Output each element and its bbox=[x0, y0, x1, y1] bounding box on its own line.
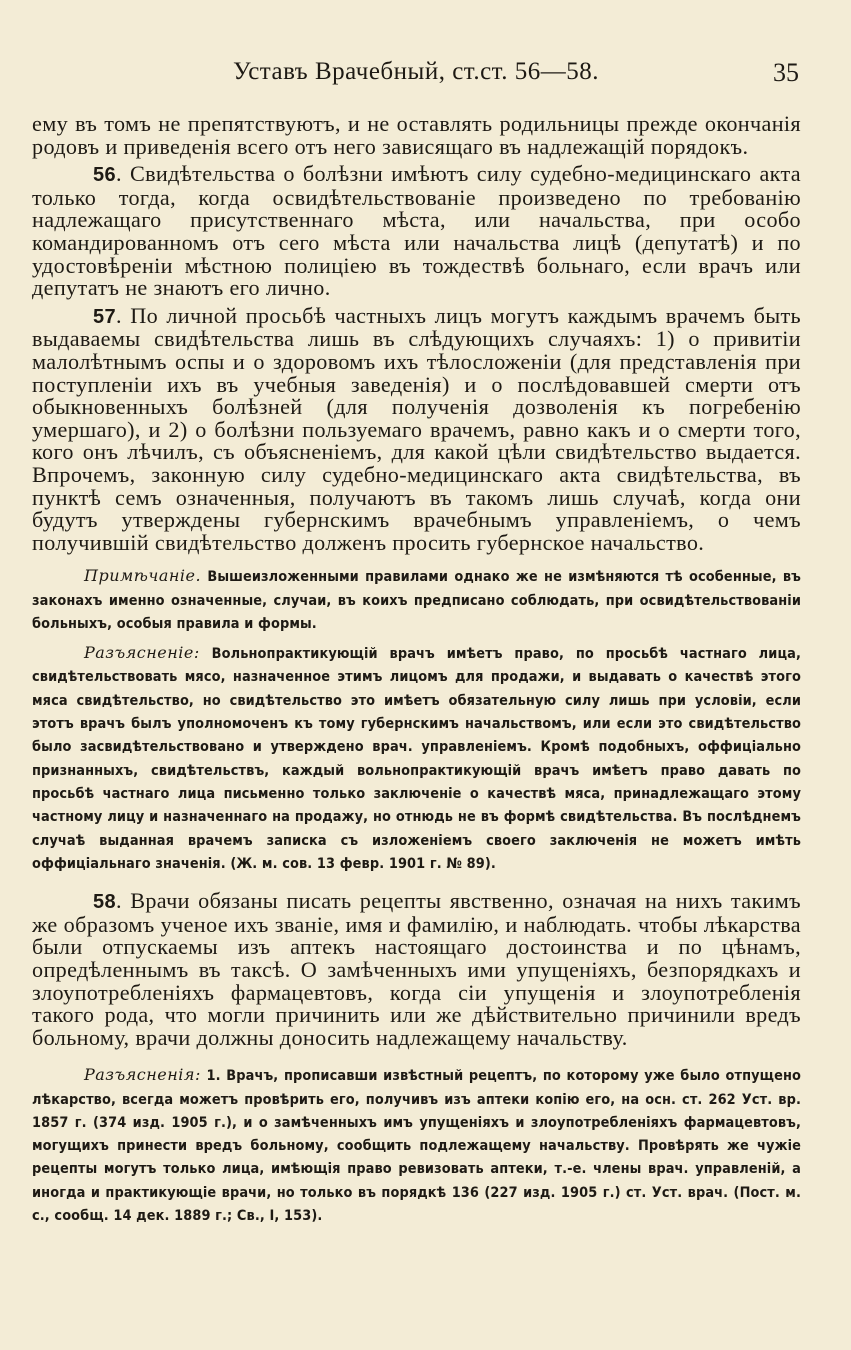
note-text: Вышеизложенными правилами однако же не измѣняются тѣ особенные, въ законахъ именно означенные, случаи, въ коихъ предписано соблюдать, при освидѣтельствованіи больныхъ, особыя правила и формы. bbox=[32, 569, 801, 632]
page-number: 35 bbox=[773, 58, 799, 87]
running-title: Уставъ Врачебный, ст.ст. 56—58. bbox=[233, 58, 599, 85]
article-57-number: 57 bbox=[93, 305, 116, 328]
article-56-text: . Свидѣтельства о болѣзни имѣютъ силу судебно-медицинскаго акта только тогда, когда освидѣтельствованіе произведено по требованію надлежащаго присутственнаго мѣста, или начальства, при особо командированномъ отъ сего мѣста или начальства лицѣ (депутатѣ) и по удостовѣреніи мѣстною полиціею въ тождествѣ больнаго, если врачъ или депутатъ не знаютъ его лично. bbox=[32, 161, 801, 301]
article-58-text: . Врачи обязаны писать рецепты явственно, означая на нихъ такимъ же образомъ ученое ихъ званіе, имя и фамилію, и наблюдать. чтобы лѣкарства были отпускаемы изъ аптекъ настоящаго достоинства и по цѣнамъ, опредѣленнымъ въ таксѣ. О замѣченныхъ ими упущеніяхъ, безпорядкахъ и злоупотребленіяхъ фармацевтовъ, когда сіи упущенія и злоупотребленія такого рода, что могли причинить или же дѣйствительно причинили вредъ больному, врачи должны доносить надлежащему начальству. bbox=[32, 888, 801, 1050]
explanations-lead: Разъясненія: bbox=[84, 1065, 201, 1085]
page-body bbox=[32, 113, 801, 1228]
article-58 bbox=[32, 890, 801, 1049]
explanations-text: 1. Врачъ, прописавши извѣстный рецептъ, по которому уже было отпущено лѣкарство, всегда можетъ провѣрить его, получивъ изъ аптеки копію его, на осн. ст. 262 Уст. вр. 1857 г. (374 изд. 1905 г.), и о замѣченныхъ имъ упущеніяхъ и злоупотребленіяхъ фармацевтовъ, могущихъ принести вредъ больному, сообщить подлежащему начальству. Провѣрять же чужіе рецепты могутъ только лица, имѣющія право ревизовать аптеки, т.-е. члены врач. управленій, а иногда и практикующіе врачи, но только въ порядкѣ 136 (227 изд. 1905 г.) ст. Уст. врач. (Пост. м. с., сообщ. 14 дек. 1889 г.; Св., I, 153). bbox=[32, 1068, 801, 1225]
article-57-explanation bbox=[32, 641, 801, 876]
article-58-explanations bbox=[32, 1063, 801, 1228]
explanation-text: Вольнопрактикующій врачъ имѣетъ право, по просьбѣ частнаго лица, свидѣтельствовать мясо, назначенное этимъ лицомъ для продажи, и выдавать о качествѣ этого мяса свидѣтельство, но свидѣтельство это имѣетъ обязательную силу лишь при условіи, если этотъ врачъ былъ уполномоченъ къ тому губернскимъ начальствомъ, или если это свидѣтельство было засвидѣтельствовано и утверждено врач. управленіемъ. Кромѣ подобныхъ, оффиціально признанныхъ, свидѣтельствъ, каждый вольнопрактикующій врачъ имѣетъ право давать по просьбѣ частнаго лица письменно только заключеніе о качествѣ мяса, принадлежащаго этому частному лицу и назначеннаго на продажу, но отнюдь не въ формѣ свидѣтельства. Въ послѣднемъ случаѣ выданная врачемъ записка съ изложеніемъ своего заключенія не можетъ имѣть оффиціальнаго значенія. (Ж. м. сов. 13 февр. 1901 г. № 89). bbox=[32, 646, 801, 872]
article-58-number: 58 bbox=[93, 891, 116, 914]
paragraph-continuation-text: ему въ томъ не препятствуютъ, и не оставлять родильницы прежде окончанія родовъ и приведенія всего отъ него зависящаго въ надлежащій порядокъ. bbox=[32, 111, 801, 159]
article-57 bbox=[32, 302, 801, 555]
article-57-note bbox=[32, 564, 801, 636]
article-56 bbox=[32, 163, 801, 300]
page-header bbox=[0, 58, 851, 92]
note-lead: Примѣчаніе. bbox=[84, 566, 202, 586]
article-56-number: 56 bbox=[93, 164, 116, 187]
article-57-text: . По личной просьбѣ частныхъ лицъ могутъ каждымъ врачемъ быть выдаваемы свидѣтельства лишь въ слѣдующихъ случаяхъ: 1) о привитіи малолѣтнымъ оспы и о здоровомъ ихъ тѣлосложеніи (для представленія при поступленіи ихъ въ учебныя заведенія) и о послѣдовавшей смерти отъ обыкновенныхъ болѣзней (для полученія дозволенія къ погребенію умершаго), и 2) о болѣзни пользуемаго врачемъ, равно какъ и о смерти того, кого онъ лѣчилъ, съ объясненіемъ, для какой цѣли свидѣтельство выдается. Впрочемъ, законную силу судебно-медицинскаго акта свидѣтельства, въ пунктѣ семъ означенныя, получаютъ въ такомъ лишь случаѣ, когда они будутъ утверждены губернскимъ врачебнымъ управленіемъ, о чемъ получившій свидѣтельство долженъ просить губернское начальство. bbox=[32, 302, 801, 555]
explanation-lead: Разъясненіе: bbox=[84, 643, 200, 663]
paragraph-continuation bbox=[32, 113, 801, 158]
